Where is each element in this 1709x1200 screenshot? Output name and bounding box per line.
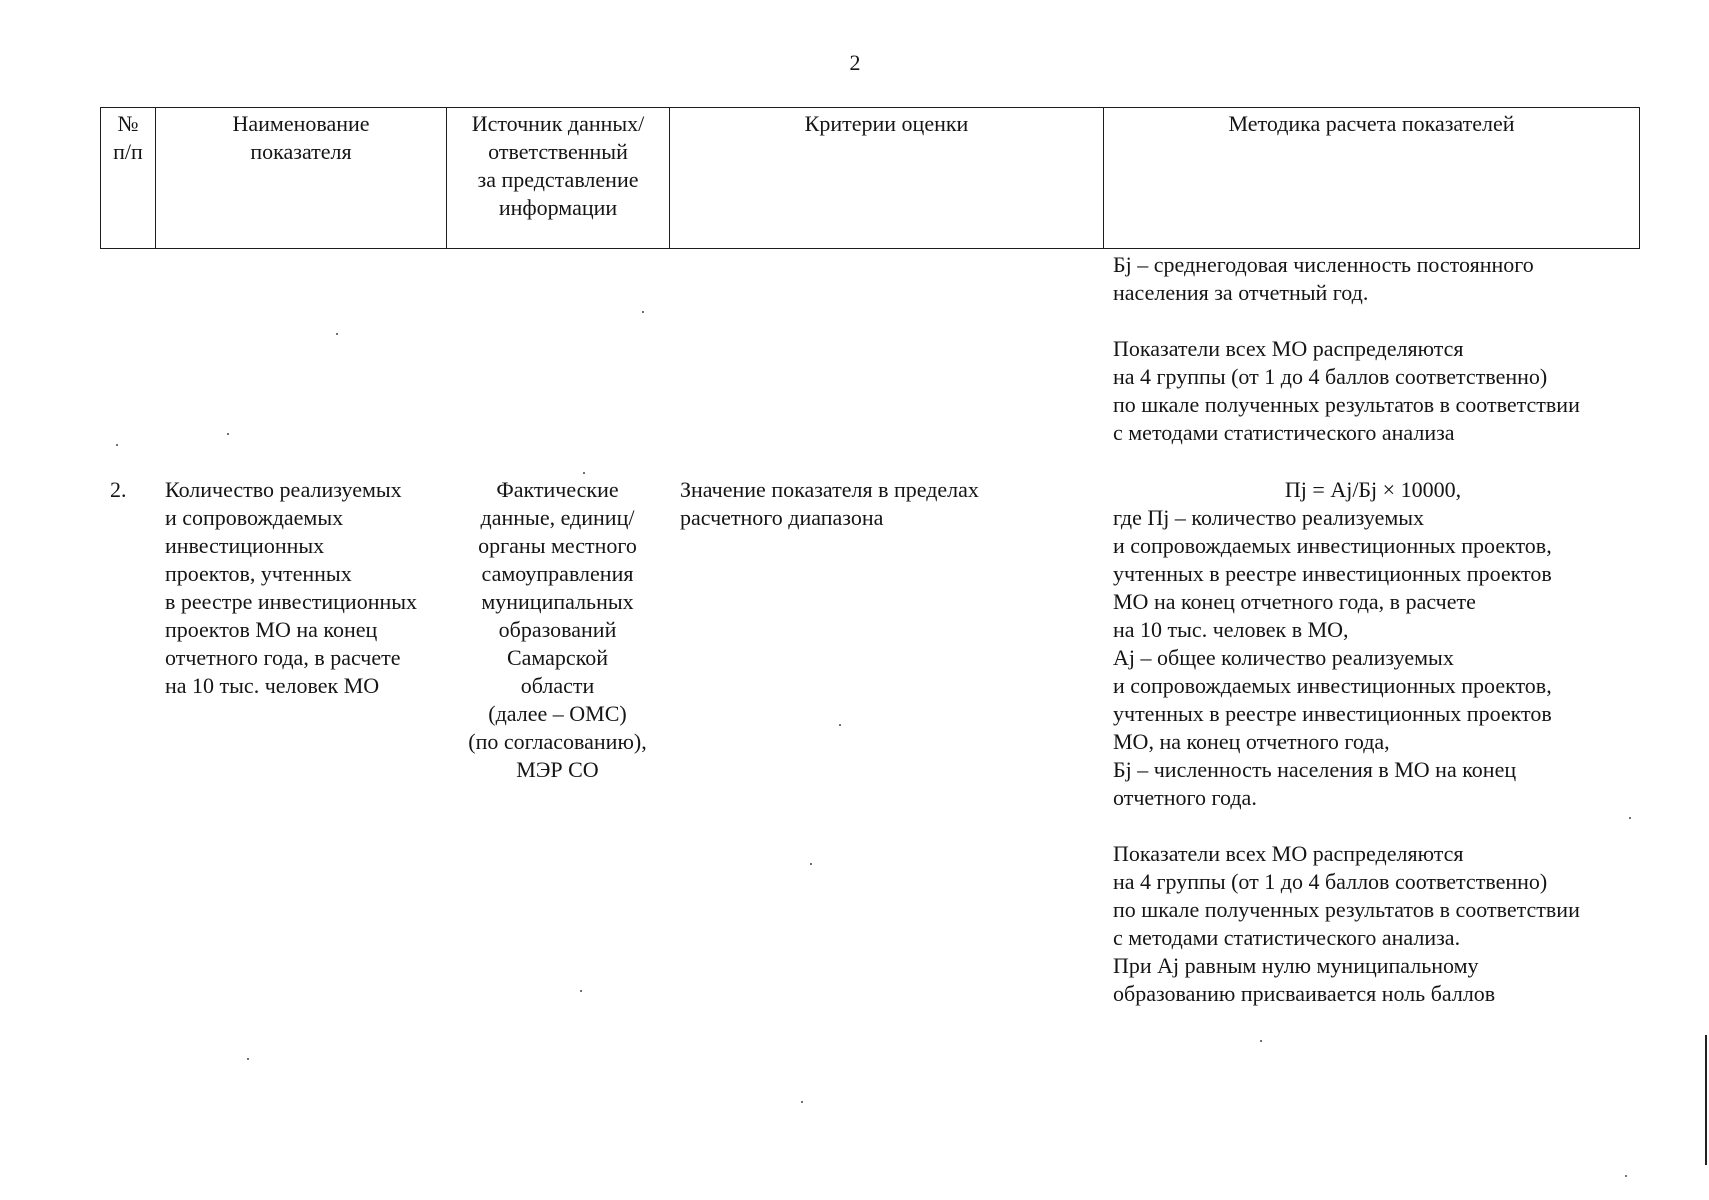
scan-speck xyxy=(227,433,229,435)
header-data-source: Источник данных/ ответственный за представление информации xyxy=(447,108,670,248)
scan-speck xyxy=(642,311,644,313)
scan-speck xyxy=(1629,817,1631,819)
header-methodology: Методика расчета показателей xyxy=(1228,111,1515,136)
scan-speck xyxy=(1260,1040,1262,1042)
header-number: № п/п xyxy=(101,108,156,248)
row-2-data-source: Фактические данные, единиц/ органы местного самоуправления муниципальных образований Самарской области (далее – ОМС) (по согласованию), МЭР СО xyxy=(468,477,647,782)
scan-speck xyxy=(116,444,118,446)
header-criteria: Критерии оценки xyxy=(670,108,1104,248)
scan-speck xyxy=(583,472,585,474)
scan-speck xyxy=(247,1058,249,1060)
row-2-formula: Пj = Аj/Бj × 10000, xyxy=(1284,477,1462,502)
row-2-number: 2. xyxy=(110,477,127,502)
page-number: 2 xyxy=(849,50,861,75)
header-indicator-name: Наименование показателя xyxy=(156,108,447,248)
scan-speck xyxy=(580,990,582,992)
scan-edge-line xyxy=(1705,1035,1707,1165)
scan-speck xyxy=(801,1101,803,1103)
scan-speck xyxy=(839,724,841,726)
row-2-indicator-name: Количество реализуемых и сопровождаемых инвестиционных проектов, учтенных в реестре инвестиционных проектов МО на конец отчетного года, в расчете на 10 тыс. человек МО xyxy=(165,477,418,698)
table-header xyxy=(100,107,1640,249)
continuation-methodology-text: Бj – среднегодовая численность постоянного населения за отчетный год. Показатели всех МО распределяются на 4 группы (от 1 до 4 баллов соответственно) по шкале полученных результатов в соответствии с методами статистического анализа xyxy=(1113,252,1580,445)
scan-speck xyxy=(336,333,338,335)
row-2-criteria: Значение показателя в пределах расчетного диапазона xyxy=(680,477,979,530)
scan-speck xyxy=(810,863,812,865)
row-2-methodology-text: где Пj – количество реализуемых и сопровождаемых инвестиционных проектов, учтенных в реестре инвестиционных проектов МО на конец отчетного года, в расчете на 10 тыс. человек в МО, Аj – общее количество реализуемых и сопровождаемых инвестиционных проектов, учтенных в реестре инвестиционных проектов МО, на конец отчетного года, Бj – численность населения в МО на конец отчетного года. Показатели всех МО распределяются на 4 группы (от 1 до 4 баллов соответственно) по шкале полученных результатов в соответствии с методами статистического анализа. При Аj равным нулю муниципальному образованию присваивается ноль баллов xyxy=(1113,505,1580,1006)
scan-speck xyxy=(1625,1175,1627,1177)
